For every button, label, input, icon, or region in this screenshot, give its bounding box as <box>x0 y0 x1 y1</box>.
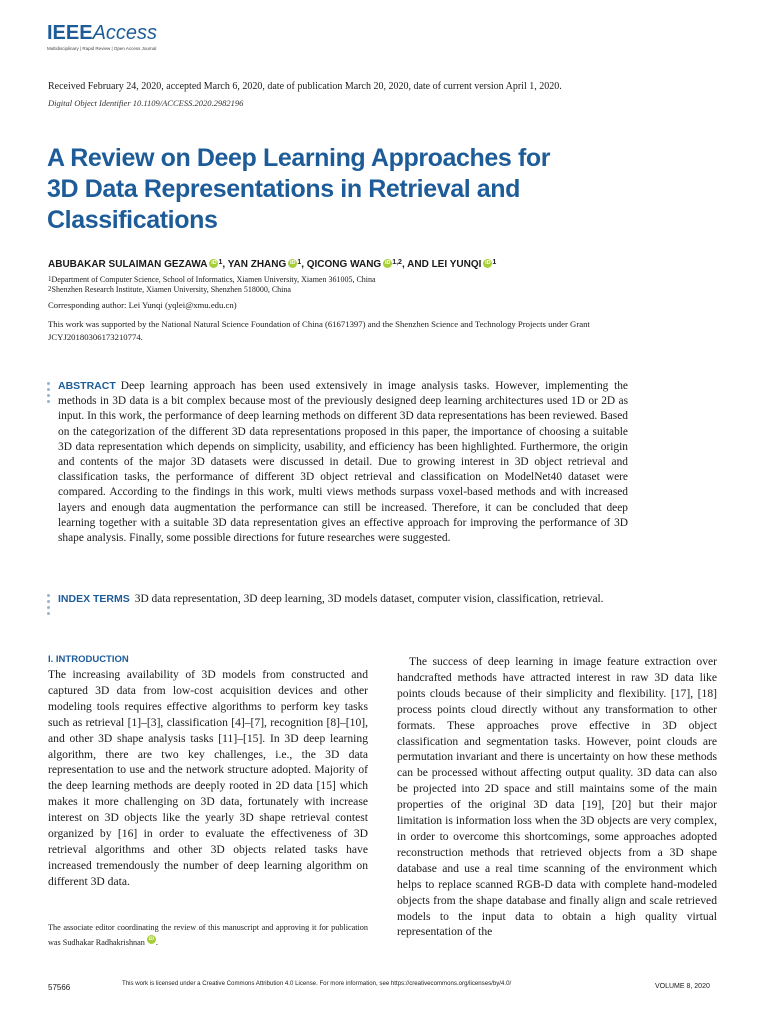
logo-tagline: Multidisciplinary | Rapid Review | Open Access Journal <box>47 46 157 51</box>
intro-paragraph: The increasing availability of 3D models from constructed and captured 3D data from low-cost acquisition devices and other modeling tools requires effective algorithms to perform key tasks such as retrieval [1]–[3], classification [4]–[7], recognition [8]–[10], and other 3D shape analysis tasks [11]–[15]. In 3D deep learning algorithm, there are two key challenges, i.e., the 3D data representation to use and the network structure adopted. Majority of the deep learning methods are deeply rooted in 2D data [15] which makes it more challenging on 3D data, fortunately with increase interest on 3D objects like the yearly 3D shape retrieval contest organized by [16] in order to evaluate the effectiveness of 3D retrieval algorithms and other 3D objects related tasks have increased tremendously the number of deep learning algorithm on different 3D data. <box>48 668 368 888</box>
author-list <box>48 259 748 270</box>
abstract-dots-marker <box>47 382 51 403</box>
editor-footnote-text: The associate editor coordinating the review of this manuscript and approving it for publication was Sudhakar Radhakrishnan <box>48 923 368 947</box>
volume-label: VOLUME 8, 2020 <box>655 983 710 990</box>
orcid-icon[interactable]: iD <box>290 260 296 266</box>
author-name: YAN ZHANG <box>227 259 287 270</box>
paper-title: A Review on Deep Learning Approaches for 3D Data Representations in Retrieval and Classifications <box>47 144 551 234</box>
author-affil-sup: 1 <box>218 259 223 266</box>
author-name: LEI YUNQI <box>431 259 482 270</box>
right-column <box>397 654 717 940</box>
abstract-label: ABSTRACT <box>58 380 116 392</box>
logo-wordmark <box>47 22 157 44</box>
author-name: QICONG WANG <box>306 259 382 270</box>
abstract <box>58 379 628 546</box>
funding-statement: This work was supported by the National Natural Science Foundation of China (61671397) and the Shenzhen Science and Technology Projects under Grant JCYJ20180306173210774. <box>48 319 590 342</box>
index-terms <box>58 592 628 607</box>
affiliation-text: Department of Computer Science, School of Informatics, Xiamen University, Xiamen 361005, China <box>51 275 376 284</box>
author-separator: , <box>301 259 307 270</box>
author-affil-sup: 1,2 <box>392 259 402 266</box>
author-name: ABUBAKAR SULAIMAN GEZAWA <box>48 259 208 270</box>
index-terms-text: 3D data representation, 3D deep learning, 3D models dataset, computer vision, classification, retrieval. <box>134 593 604 605</box>
affiliation-sup: 1 <box>48 275 52 283</box>
license-notice[interactable]: This work is licensed under a Creative Commons Attribution 4.0 License. For more information, see https://creativecommons.org/licenses/by/4.0/ <box>122 980 512 987</box>
publication-history: Received February 24, 2020, accepted March 6, 2020, date of publication March 20, 2020, date of current version April 1, 2020. <box>48 81 562 92</box>
affiliation-text: Shenzhen Research Institute, Xiamen University, Shenzhen 518000, China <box>51 285 291 294</box>
logo-access: Access <box>92 22 158 44</box>
journal-logo <box>47 22 157 51</box>
author-affil-sup: 1 <box>492 259 497 266</box>
orcid-icon[interactable]: iD <box>384 260 391 266</box>
affiliation <box>48 285 291 295</box>
affiliation-sup: 2 <box>48 285 52 293</box>
author-separator: , <box>222 259 228 270</box>
editor-footnote: The associate editor coordinating the review of this manuscript and approving it for publication was Sudhakar Radhakrishnan iD . <box>48 923 368 947</box>
author-separator: , AND <box>401 259 432 270</box>
page-number: 57566 <box>48 983 71 992</box>
doi[interactable]: Digital Object Identifier 10.1109/ACCESS.2020.2982196 <box>48 98 244 108</box>
corresponding-author: Corresponding author: Lei Yunqi (yqlei@xmu.edu.cn) <box>48 300 237 310</box>
affiliation <box>48 275 376 285</box>
index-terms-label: INDEX TERMS <box>58 593 130 605</box>
left-column <box>48 654 368 890</box>
orcid-icon[interactable]: iD <box>148 936 155 942</box>
intro-paragraph: The success of deep learning in image feature extraction over handcrafted methods have attracted interest in raw 3D data like points clouds because of their simplicity and flexibility. [17], [18] process points cloud directly without any transformation to other formats. These approaches prove effective in 3D object classification and segmentation tasks. However, point clouds are permutation invariant and there is uncertainty on how these methods can be processed without affecting output quality. 3D data can also be projected into 2D space and still maintains some of the main properties of the original 3D data [19], [20] but their major limitation is information loss when the 3D objects are very complex, in order to overcome this shortcomings, some approaches adopted reconstruction methods that retrieved objects from a 3D shape database and use a real time scanning of the environment which helps to replace scanned RGB-D data with complete hand-modeled objects from the shape database and finally align and scale retrieved models to the input data to obtain a high quality virtual representation of the <box>397 655 717 939</box>
abstract-text: Deep learning approach has been used extensively in image analysis tasks. However, implementing the methods in 3D data is a bit complex because most of the previously designed deep learning architectures used 1D or 2D as input. In this work, the performance of deep learning methods on different 3D data representations has been reviewed. Based on the categorization of the different 3D data representations proposed in this paper, the importance of choosing a suitable 3D data representation which depends on simplicity, usability, and efficiency has been highlighted. Furthermore, the origin and contents of the major 3D datasets were discussed in detail. Due to growing interest in 3D object retrieval and classification tasks, the performance of different 3D object retrieval and classification on ModelNet40 dataset were compared. According to the findings in this work, multi views methods surpass voxel-based methods and with increased layers and enough data augmentation the performance can still be increased. Therefore, it can be concluded that deep learning together with a suitable 3D data representation gives an effective approach for improving the performance of 3D shape analysis. Finally, some possible directions for future researches were suggested. <box>58 380 628 545</box>
orcid-icon[interactable]: iD <box>211 260 217 266</box>
logo-ieee: IEEE <box>47 22 93 44</box>
section-heading: I. INTRODUCTION <box>48 654 129 665</box>
author-affil-sup: 1 <box>297 259 302 266</box>
index-terms-dots-marker <box>47 594 51 615</box>
orcid-icon[interactable]: iD <box>485 260 491 266</box>
